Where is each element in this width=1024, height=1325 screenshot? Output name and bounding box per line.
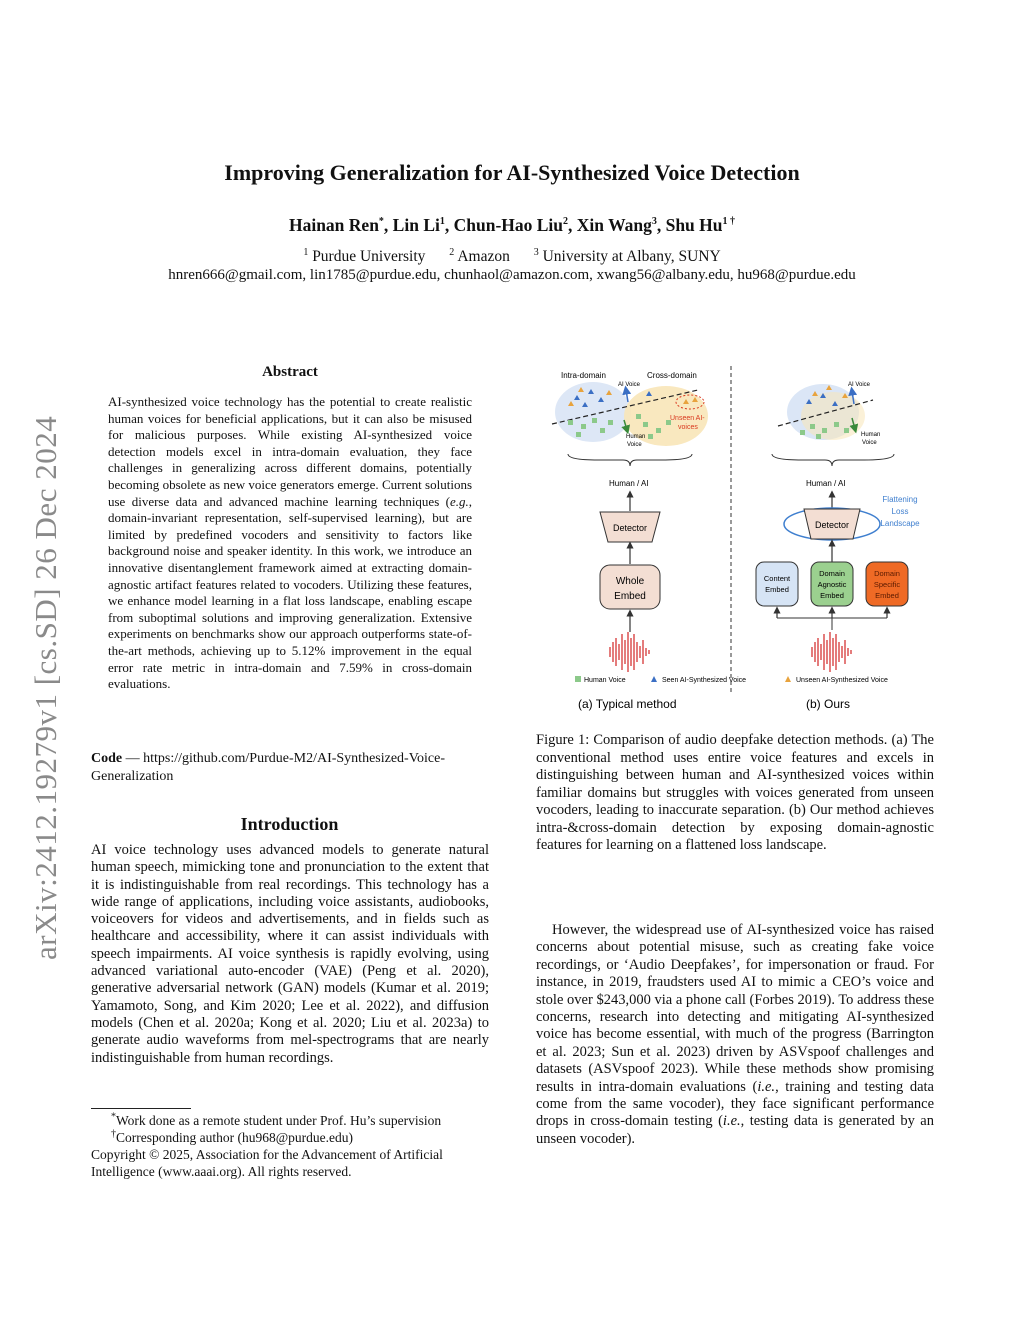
paragraph-italic: i.e. [722, 1113, 741, 1130]
abstract-part: AI-synthesized voice technology has the potential to create realistic human voices for beneficial applications, but it can also be misused for malicious purposes. While existing AI-synthesized voice detection models excel in intra-domain evaluation, they face challenges in generalizing across different domains, potentially becoming obsolete as new voice generators emerge. Current solutions use diverse data and advanced machine learning techniques ( [108, 394, 472, 509]
arxiv-identifier: arXiv:2412.19279v1 [cs.SD] 26 Dec 2024 [28, 415, 63, 960]
footnote-mark: † [111, 1128, 116, 1140]
human-voice-label-b2: Voice [862, 440, 877, 446]
affiliation-name: Amazon [457, 248, 510, 265]
author-name: Lin Li [392, 215, 440, 235]
content-embed-label: Content [763, 574, 791, 583]
agnostic-embed-label-3: Embed [820, 591, 844, 600]
author-mark: 2 [563, 216, 569, 228]
affiliation-number: 3 [533, 246, 539, 258]
legend-human: Human Voice [584, 677, 626, 684]
author-mark: 3 [651, 216, 657, 228]
human-voice-label-b: Human [861, 432, 881, 438]
content-embed-box [756, 562, 798, 606]
author-name: Shu Hu [665, 215, 723, 235]
agnostic-embed-label: Domain [819, 569, 845, 578]
panel-b-label: (b) Ours [806, 697, 851, 711]
human-voice-label-2: Voice [627, 442, 642, 448]
footnotes [91, 1112, 489, 1180]
author-mark: 1 [439, 216, 445, 228]
paragraph-part: , training and testing data come from the same vocoder), they face significant performance drops in cross-domain testing ( [536, 1078, 934, 1130]
intra-domain-label: Intra-domain [561, 371, 606, 380]
whole-embed-box [600, 565, 660, 609]
ai-voice-label: AI Voice [618, 382, 641, 388]
panel-b [756, 382, 920, 672]
human-voice-label: Human [626, 434, 646, 440]
abstract-part: , domain-invariant representation, self-supervised learning), but are limited by predefined vocoders and sensitivity to factors like background noise and speaker identity. In this work, we introduce an innovative disentanglement framework aimed at extracting domain-agnostic artifact features related to vocoders. Utilizing these features, we enhance model learning in a flat loss landscape, enabling escape from suboptimal solutions and improving generalization. Extensive experiments on benchmarks show our approach outperforms state-of-the-art methods, achieving up to 5.12% improvement in the equal error rate metric in intra-domain and 7.59% in cross-domain evaluations. [108, 493, 472, 692]
flattening-label: Flattening [882, 495, 918, 504]
agnostic-embed-label-2: Agnostic [817, 580, 847, 589]
abstract-italic: e.g. [449, 493, 469, 509]
figure-legend [575, 676, 888, 684]
panel-a-label: (a) Typical method [578, 697, 677, 711]
unseen-ai-label: Unseen AI- [670, 415, 705, 422]
legend-seen: Seen AI-Synthesized Voice [662, 677, 747, 684]
ai-voice-label-b: AI Voice [848, 382, 871, 388]
affiliation-name: Purdue University [312, 248, 426, 265]
affiliation [303, 248, 425, 265]
body-paragraph-right [536, 922, 934, 1148]
detector-label: Detector [612, 523, 648, 533]
footnote-rule [91, 1108, 191, 1109]
figure-1-diagram [548, 362, 932, 722]
author-list: Hainan Ren*, Lin Li$^1$, Chun-Hao Liu$^2$, Xin Wang$^3$, Shu $Hu^{1 \dagger}$ [288, 215, 736, 235]
unseen-ai-label-2: voices [678, 424, 698, 431]
panel-a [552, 371, 708, 672]
waveform-b [812, 632, 851, 672]
paragraph-italic: i.e. [757, 1078, 776, 1095]
flattening-label-2: Loss [891, 507, 909, 516]
human-ai-output-label-b: Human / AI [806, 479, 846, 488]
author-name: Hainan Ren [288, 215, 379, 235]
whole-embed-label-2: Embed [614, 591, 646, 602]
detector-label-b: Detector [814, 520, 850, 530]
footnote-text: Corresponding author (hu968@purdue.edu) [116, 1130, 354, 1145]
specific-embed-label-2: Specific [873, 580, 901, 589]
author-mark: 1 † [722, 216, 736, 228]
cross-domain-label: Cross-domain [647, 371, 697, 380]
affiliation [534, 248, 721, 265]
whole-embed-label: Whole [615, 576, 645, 587]
introduction-heading: Introduction [240, 814, 339, 834]
waveform-a [610, 632, 649, 672]
abstract-text [108, 394, 472, 693]
intra-domain-cluster [555, 382, 631, 442]
code-separator: — [122, 751, 144, 766]
figure-1-caption: Figure 1: Comparison of audio deepfake detection methods. (a) The conventional method uses entire voice features and excels in distinguishing between human and AI-synthesized voices within familiar domains but struggles with voices generated from unseen vocoders, leading to inaccurate separation. (b) Our method achieves intra-&cross-domain detection by exposing domain-agnostic features for learning on a flattened loss landscape. [536, 732, 934, 853]
specific-embed-label-3: Embed [875, 591, 899, 600]
affiliation-name: University at Albany, SUNY [542, 248, 721, 265]
code-link-line [91, 750, 488, 786]
flattening-label-3: Landscape [880, 519, 920, 528]
paragraph-part: However, the widespread use of AI-synthesized voice has raised concerns about potential misuse, such as creating fake voice recordings, or ‘Audio Deepfakes’, for impersonation or fraud. For instance, in 2019, fraudsters used AI to mimic a CEO’s voice and stole over $243,000 via a phone call (Forbes 2019). To address these concerns, research into detecting and mitigating AI-synthesized voice has become essential, with much of the progress (Barrington et al. 2023; Sun et al. 2023) driven by ASVspoof challenges and datasets (ASVspoof 2023). While these methods show promising results in intra-domain evaluations ( [536, 922, 934, 1095]
paragraph-part: , testing data is generated by an unseen vocoder). [536, 1113, 934, 1147]
footnote-mark: * [111, 1111, 116, 1123]
copyright-notice: Copyright © 2025, Association for the Advancement of Artificial Intelligence (www.aaai.org). All rights reserved. [91, 1147, 443, 1179]
footnote-text: Work done as a remote student under Prof. Hu’s supervision [116, 1113, 442, 1128]
affiliation-number: 2 [449, 246, 455, 258]
author-name: Chun-Hao Liu [453, 215, 564, 235]
specific-embed-label: Domain [874, 569, 900, 578]
affiliations [0, 248, 1024, 266]
content-embed-label-2: Embed [765, 585, 789, 594]
legend-unseen: Unseen AI-Synthesized Voice [796, 677, 888, 684]
human-ai-output-label: Human / AI [609, 479, 649, 488]
code-label: Code [91, 751, 123, 766]
footnote-1 [91, 1112, 489, 1129]
affiliation [449, 248, 510, 265]
author-name: Xin Wang [576, 215, 652, 235]
footnote-2 [91, 1129, 489, 1146]
affiliation-number: 1 [303, 246, 309, 258]
author-mark: * [378, 216, 384, 228]
code-url-link[interactable]: https://github.com/Purdue-M2/AI-Synthesized-Voice-Generalization [91, 751, 445, 784]
abstract-heading: Abstract [262, 364, 318, 380]
introduction-text: AI voice technology uses advanced models to generate natural human speech, mimicking tone and pronunciation to the extent that it is indistinguishable from real recordings. This technology has a wide range of applications, including voice assistants, audiobooks, voiceovers for videos and advertisements, and in fields such as healthcare and accessibility, where it can assist individuals with speech impairments. AI voice synthesis is rapidly evolving, using advanced variational auto-encoder (VAE) (Peng et al. 2020), generative adversarial network (GAN) models (Kumar et al. 2019; Yamamoto, Song, and Kim 2020; Lee et al. 2022), and diffusion models (Chen et al. 2020a; Kong et al. 2020; Liu et al. 2023a) to generate audio waveforms from mel-spectrograms that are nearly indistinguishable from human recordings. [91, 842, 489, 1066]
author-emails: hnren666@gmail.com, lin1785@purdue.edu, chunhaol@amazon.com, xwang56@albany.edu, hu968@purdue.edu [168, 267, 856, 283]
paper-title: Improving Generalization for AI-Synthesized Voice Detection [224, 160, 800, 185]
